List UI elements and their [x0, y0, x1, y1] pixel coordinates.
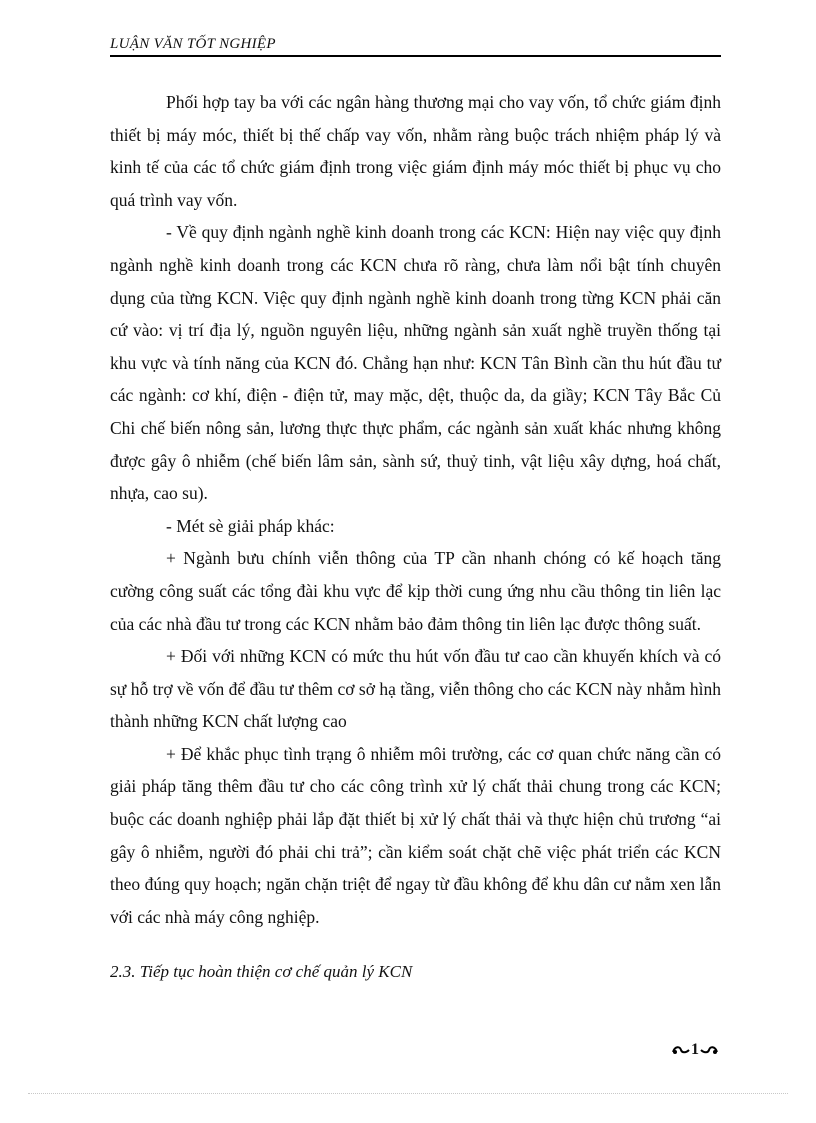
paragraph: - Về quy định ngành nghề kinh doanh trong các KCN: Hiện nay việc quy định ngành nghề kinh doanh trong các KCN chưa rõ ràng, chưa làm nổi bật tính chuyên dụng của từng KCN. Việc quy định ngành nghề kinh doanh trong từng KCN phải căn cứ vào: vị trí địa lý, nguồn nguyên liệu, những ngành sản xuất nghề truyền thống tại khu vực và tính năng của KCN đó. Chẳng hạn như: KCN Tân Bình cần thu hút đầu tư các ngành: cơ khí, điện - điện tử, may mặc, dệt, thuộc da, da giầy; KCN Tây Bắc Củ Chi chế biến nông sản, lương thực thực phẩm, các ngành sản xuất khác nhưng không được gây ô nhiễm (chế biến lâm sản, sành sứ, thuỷ tinh, vật liệu xây dựng, hoá chất, nhựa, cao su). — [110, 222, 721, 504]
page-bottom-divider — [28, 1093, 788, 1094]
paragraph: + Đối với những KCN có mức thu hút vốn đầu tư cao cần khuyến khích và có sự hỗ trợ về vốn để đầu tư thêm cơ sở hạ tầng, viễn thông cho các KCN này nhằm hình thành những KCN chất lượng cao — [110, 646, 721, 732]
page-number-value: 1 — [691, 1041, 699, 1058]
body-text — [110, 86, 721, 933]
paragraph: - Mét sè giải pháp khác: — [166, 515, 335, 536]
page-number — [672, 1041, 718, 1059]
paragraph: + Ngành bưu chính viễn thông của TP cần nhanh chóng có kế hoạch tăng cường công suất các tổng đài khu vực để kịp thời cung ứng nhu cầu thông tin liên lạc của các nhà đầu tư trong các KCN nhằm bảo đảm thông tin liên lạc được thông suất. — [110, 548, 721, 634]
paragraph: + Để khắc phục tình trạng ô nhiễm môi trường, các cơ quan chức năng cần có giải pháp tăng thêm đầu tư cho các công trình xử lý chất thải chung trong các KCN; buộc các doanh nghiệp phải lắp đặt thiết bị xử lý chất thải và thực hiện chủ trương “ai gây ô nhiễm, người đó phải chi trả”; cần kiểm soát chặt chẽ việc phát triển các KCN theo đúng quy hoạch; ngăn chặn triệt để ngay từ đầu không để khu dân cư nằm xen lẫn với các nhà máy công nghiệp. — [110, 743, 721, 927]
paragraph: Phối hợp tay ba với các ngân hàng thương mại cho vay vốn, tổ chức giám định thiết bị máy móc, thiết bị thế chấp vay vốn, nhằm ràng buộc trách nhiệm pháp lý và kinh tế của các tổ chức giám định trong việc giám định máy móc thiết bị phục vụ cho quá trình vay vốn. — [110, 92, 721, 210]
header-rule — [110, 55, 721, 57]
section-heading: 2.3. Tiếp tục hoàn thiện cơ chế quản lý KCN — [110, 962, 413, 981]
scroll-ornament-icon — [672, 1044, 690, 1056]
running-header: LUẬN VĂN TỐT NGHIỆP — [110, 36, 276, 52]
scroll-ornament-icon — [700, 1044, 718, 1056]
